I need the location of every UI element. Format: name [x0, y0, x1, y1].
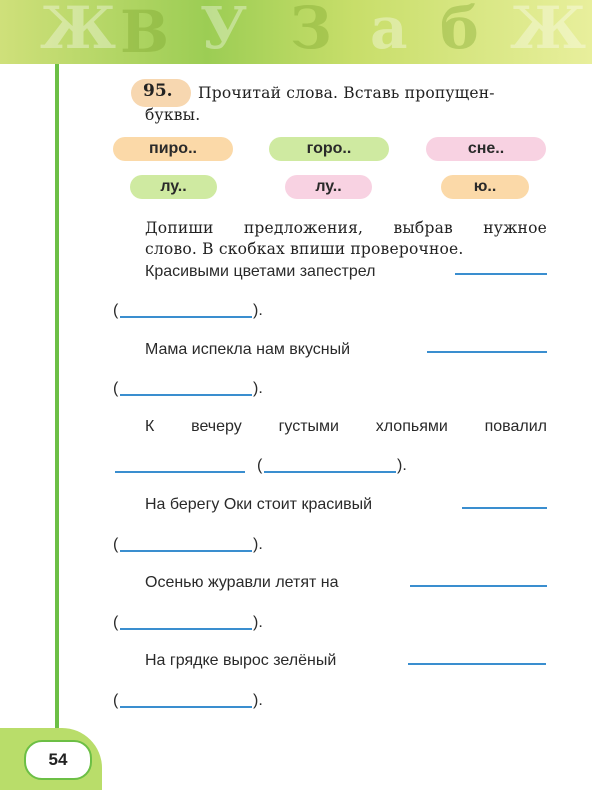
paren-open: ( — [113, 302, 119, 319]
word-pill: сне.. — [426, 137, 546, 161]
sentence-text: На грядке вырос зелёный — [145, 652, 337, 669]
paren-close: ). — [253, 614, 263, 631]
sentence-text: На берегу Оки стоит красивый — [145, 496, 373, 513]
check-word-line[interactable] — [120, 628, 252, 630]
decorative-letter: а — [370, 0, 408, 62]
decorative-letter: б — [440, 0, 479, 62]
check-word-line[interactable] — [120, 316, 252, 318]
answer-line[interactable] — [427, 351, 547, 353]
answer-line[interactable] — [408, 663, 546, 665]
decorative-letter: Ж — [40, 0, 117, 62]
check-word-line[interactable] — [120, 394, 252, 396]
answer-line[interactable] — [115, 471, 245, 473]
margin-rule — [55, 64, 59, 740]
decorative-letter: З — [290, 0, 332, 62]
paren-open: ( — [113, 614, 119, 631]
task2-line1: Допиши предложения, выбрав нужное — [145, 219, 547, 237]
word-pill: лу.. — [285, 175, 372, 199]
decorative-letter: В — [120, 0, 170, 64]
word-pill: лу.. — [130, 175, 217, 199]
paren-close: ). — [253, 302, 263, 319]
decorative-header-band — [0, 0, 592, 64]
paren-close: ). — [397, 457, 407, 474]
paren-open: ( — [113, 536, 119, 553]
answer-line[interactable] — [462, 507, 547, 509]
exercise-instruction-line1: Прочитай слова. Вставь пропущен- — [198, 84, 495, 102]
paren-open: ( — [257, 457, 263, 474]
answer-line[interactable] — [410, 585, 547, 587]
exercise-instruction-line2: буквы. — [145, 106, 201, 124]
paren-close: ). — [253, 692, 263, 709]
paren-close: ). — [253, 536, 263, 553]
paren-open: ( — [113, 692, 119, 709]
decorative-letter: Ж — [510, 0, 587, 62]
sentence-text: Осенью журавли летят на — [145, 574, 339, 591]
word-pill: ю.. — [441, 175, 529, 199]
word-pill: горо.. — [269, 137, 389, 161]
page-number: 54 — [24, 740, 92, 780]
paren-open: ( — [113, 380, 119, 397]
check-word-line[interactable] — [120, 706, 252, 708]
exercise-number-badge — [131, 79, 191, 107]
word-pill: пиро.. — [113, 137, 233, 161]
left-margin — [0, 64, 55, 792]
sentence-text: Мама испекла нам вкусный — [145, 341, 351, 358]
paren-close: ). — [253, 380, 263, 397]
decorative-letter: У — [200, 0, 248, 62]
sentence-text: Красивыми цветами запестрел — [145, 263, 376, 280]
exercise-number: 95. — [143, 81, 173, 101]
sentence-text: К вечеру густыми хлопьями повалил — [145, 418, 547, 435]
check-word-line[interactable] — [264, 471, 396, 473]
check-word-line[interactable] — [120, 550, 252, 552]
answer-line[interactable] — [455, 273, 547, 275]
task2-line2: слово. В скобках впиши проверочное. — [145, 240, 464, 258]
